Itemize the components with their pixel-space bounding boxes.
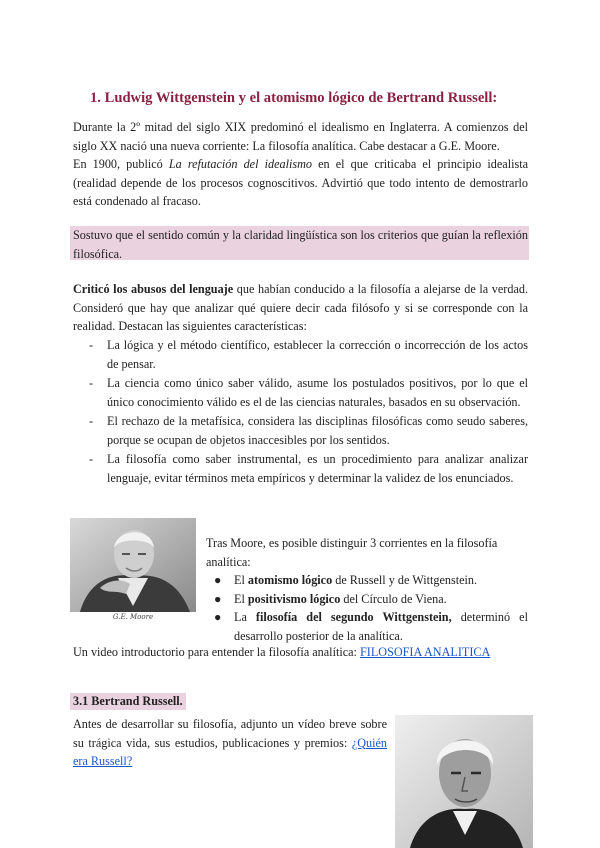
photo-caption: G.E. Moore [112, 613, 154, 621]
russell-text: Antes de desarrollar su filosofía, adjunto un vídeo breve sobre su trágica vida, sus estudios, publicaciones y premios: [73, 717, 387, 750]
current-item: ● El positivismo lógico del Círculo de Viena. [206, 590, 528, 609]
bullet-icon: ● [214, 591, 222, 606]
intro-line-1: Durante la 2º mitad del siglo XIX predominó el idealismo en Inglaterra. A comienzos del siglo XX nació una nueva corriente: La filosofía analítica. Cabe destacar a G.E. Moore. [73, 120, 528, 153]
abuses-rest: que habían conducido a la filosofía a alejarse de la verdad. Consideró que hay que analizar qué quiere decir cada filósofo y si se corresponde con la realidad. Destacan las siguientes características: [73, 282, 529, 333]
video-paragraph [73, 643, 528, 662]
list-item: - La filosofía como saber instrumental, es un procedimiento para analizar analizar lenguaje, evitar términos meta empíricos y determinar la validez de los enunciados. [73, 450, 528, 487]
russell-portrait [395, 715, 533, 848]
russell-link[interactable]: ¿Quién era Russell? [73, 735, 387, 768]
list-item: - La ciencia como único saber válido, asume los postulados positivos, por lo que el único conocimiento válido es el de las ciencias naturales, basados en su observación. [73, 374, 528, 411]
moore-intro: Tras Moore, es posible distinguir 3 corrientes en la filosofía analítica: [206, 536, 498, 569]
russell-paragraph [73, 715, 387, 771]
intro-line-2-post: en el que criticaba el principio idealista (realidad depende de los procesos cognoscitivos. Advirtió que todo intento de demostrarlo está condenado al fracaso. [73, 157, 528, 208]
subsection-title: 3.1 Bertrand Russell. [70, 693, 186, 710]
list-item: - El rechazo de la metafísica, considera las disciplinas filosóficas como seudo saberes, porque se ocupan de objetos inaccesibles por los sentidos. [73, 412, 528, 449]
section-heading: 1. Ludwig Wittgenstein y el atomismo lógico de Bertrand Russell: [90, 90, 498, 106]
abuses-bold: Criticó los abusos del lenguaje [73, 282, 234, 296]
moore-photo-block [70, 518, 196, 624]
intro-paragraph [73, 118, 528, 211]
video-text: Un video introductorio para entender la filosofía analítica: [73, 645, 360, 659]
abuses-paragraph [73, 280, 528, 336]
bullet-icon: ● [214, 573, 222, 587]
characteristics-list [73, 336, 528, 488]
highlight-text: Sostuvo que el sentido común y la claridad lingüística son los criterios que guían la reflexión filosófica. [73, 228, 528, 261]
current-item: ● La filosofía del segundo Wittgenstein, determinó el desarrollo posterior de la analítica. [214, 610, 528, 643]
video-link[interactable]: FILOSOFIA ANALITICA [359, 645, 491, 659]
moore-portrait [70, 518, 196, 612]
currents-block [206, 534, 528, 645]
book-title: La refutación del idealismo [168, 157, 312, 171]
bullet-icon: ● [214, 610, 222, 624]
intro-line-2-pre: En 1900, publicó [73, 157, 169, 171]
list-item: - La lógica y el método científico, establecer la corrección o incorrección de los actos de pensar. [73, 336, 528, 373]
current-item: ● El atomismo lógico de Russell y de Wittgenstein. [206, 571, 528, 590]
